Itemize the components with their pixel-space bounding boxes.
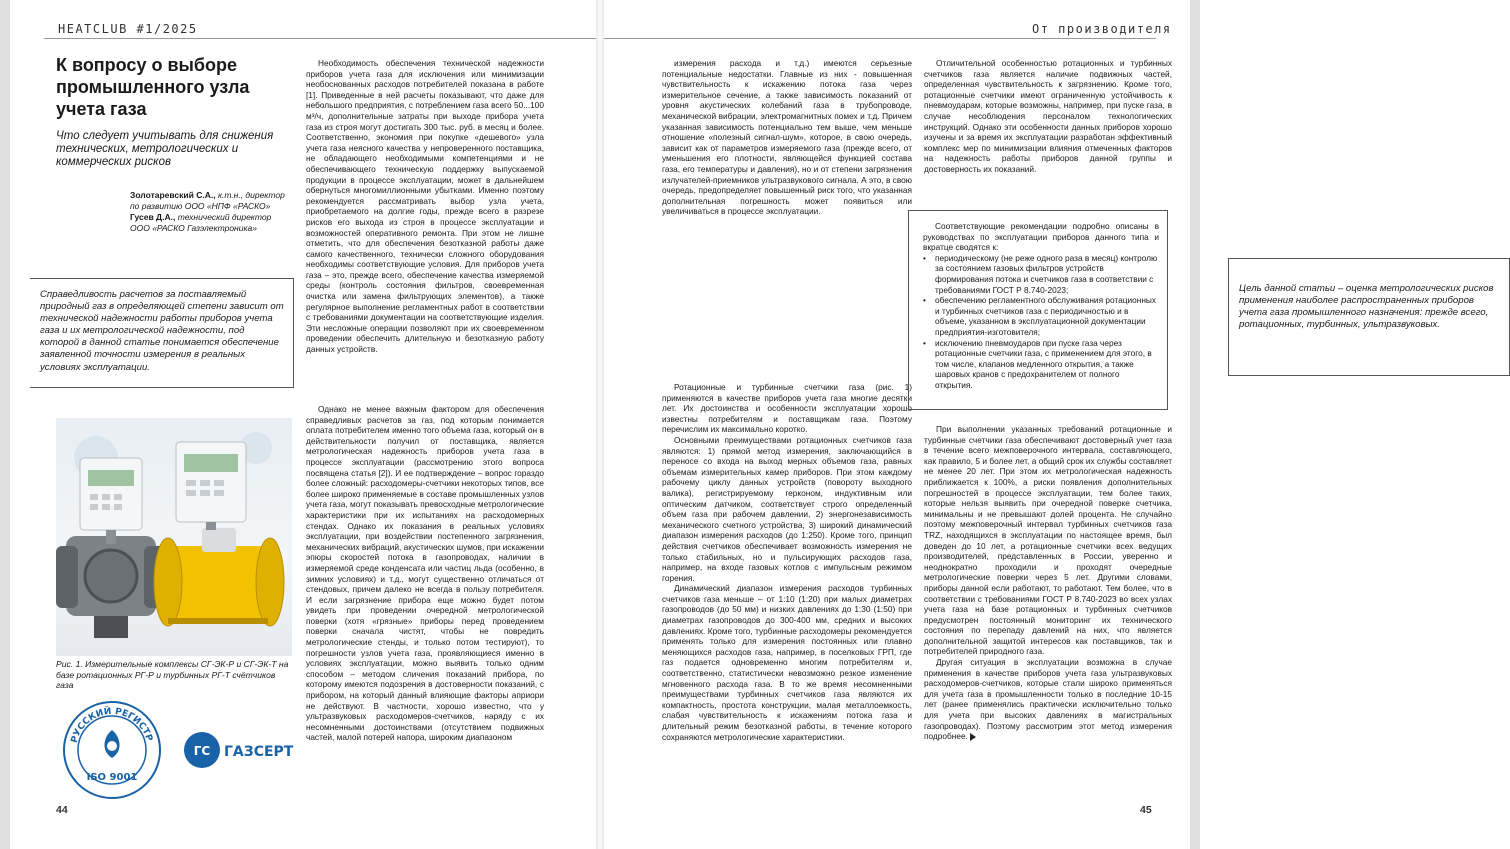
article-subtitle: Что следует учитывать для снижения технических, метрологических и коммерческих рисков [56,130,274,168]
gazsert-wordmark: ГАЗСЕРТ [224,744,294,760]
corrector-key [90,504,98,510]
gazsert-mark: ГС [193,744,211,758]
recommendations-list [923,253,1159,391]
corrector-key [214,480,224,486]
corrector-key [102,494,110,500]
pull-quote-right: Цель данной статьи – оценка метрологических рисков применения наиболее распространенных приборов учета газа промышленного назначения: прежде всего, ротационных, турбинных, ультразвуковых. [1228,258,1510,376]
left-column-2-part2 [306,404,544,786]
left-column-2-part1 [306,58,544,398]
corrector-box-left [80,458,142,530]
page-number: 44 [56,804,68,816]
corrector-key [102,504,110,510]
corrector-key [186,490,196,496]
turbine-meter-flange [256,538,284,626]
page-number: 45 [1140,804,1152,816]
corrector-mount [206,522,216,530]
author-2: Гусев Д.А., технический директор ООО «РАСКО Газэлектроника» [130,212,272,233]
author-1: Золотаревский С.А., к.т.н., директор по развитию ООО «НПФ «РАСКО» [130,190,285,211]
right-edge-bar [1190,0,1200,849]
turbine-counter [202,528,236,552]
paragraph: При выполнении указанных требований ротационные и турбинные счетчики газа обеспечивают достоверный учет газа в течение всего межповерочного интервала, составляющего, как правило, 5 и более лет, а общий срок их службы составляет не менее 20 лет. При этом их метрологическая надежность приближается к 100%, а риски появления дополнительных погрешностей в процессе эксплуатации, тем более таких, которые нельзя выявить при очередной поверке счетчика, минимальны и не превышают долей процента. Не случайно поэтому межповерочный интервал турбинных счетчиков газа TRZ, находящихся в эксплуатации по настоящее время, был доведен до 10 лет, а ротационные счетчики всех ведущих производителей, представленных в России, уверенно и неоднократно проходили и проходят очередные метрологические поверки через 5 лет. Другими словами, приборы данной если работают, то работают. Тем более, что в соответствии с требованиями ГОСТ Р 8.740-2023 во всех узлах учета газа на базе ротационных и турбинных счетчиков предусмотрен постоянный мониторинг их технического состояния по перепаду давлений на них, что является дополнительной защитой интересов как поставщиков, так и потребителей природного газа. [924,424,1172,657]
header-rule [44,38,600,39]
turbine-meter-flange [154,538,182,626]
corrector-key [90,494,98,500]
rotary-meter-cover [85,550,137,602]
russian-register-logo [62,700,162,800]
corrector-key [114,494,122,500]
svg-text:РУССКИЙ РЕГИСТР: РУССКИЙ РЕГИСТР [69,706,154,745]
recommendations-box [908,210,1168,410]
right-column-2-bottom [924,424,1172,788]
article-title: К вопросу о выборе промышленного узла учета газа [56,55,250,119]
section-header: От производителя [1032,22,1172,36]
paragraph: измерения расхода и т.д.) имеются серьезные потенциальные недостатки. Главные из них - повышенная чувствительность к искажению потока газа через измерительное сечение, а также зависимость показаний от уровня акустических колебаний газа в трубопроводе, механической вибрации, электромагнитных помех и т.д. Причем указанная зависимость потенциально тем выше, чем меньше отношение «полезный сигнал-шум», которое, в свою очередь, зависит как от параметров измеряемого газа (прежде всего, от уменьшения его плотности, являющейся функцией состава газа, его температуры и давления), но и от степени загрязнения излучателей-приемников ультразвукового сигнала. А это, в свою очередь, предопределяет повышенный риск того, что указанная дополнительная погрешность может появиться или увеличиваться в процессе эксплуатации. [662,58,912,217]
paragraph: Отличительной особенностью ротационных и турбинных счетчиков газа является наличие подвижных частей, определенная чувствительность к загрязнению. Кроме того, ротационные счетчики имеют ограниченную устойчивость к пневмоударам, которые возможны, например, при пуске газа, в случае несоблюдения персоналом технологических инструкций. Однако эти особенности данных приборов хорошо изучены и за время их эксплуатации разработан эффективный комплекс мер по минимизации влияния отмеченных факторов на надежность работы приборов данной группы и достоверность их показаний. [924,58,1172,174]
list-item: • исключению пневмоударов при пуске газа через ротационные счетчики газа, с применением для этого, в том числе, клапанов медленного открытия, а также шаровых кранов с предохранителем от полного открытия. [923,338,1159,391]
gazsert-logo [182,730,292,770]
figure-caption: Рис. 1. Измерительные комплексы СГ-ЭК-Р и СГ-ЭК-Т на базе ротационных РГ-Р и турбинных РГ-Т счётчиков газа [56,659,289,691]
paragraph: Ротационные и турбинные счетчики газа (рис. 1) применяются в качестве приборов учета газа многие десятки лет. Их достоинства и особенности эксплуатации хорошо известны потребителям и поставщикам газа. Поэтому перечислим их максимально коротко. [662,382,912,435]
corrector-key [200,480,210,486]
left-edge-bar [0,0,10,849]
right-column-1-top [662,58,912,248]
pull-quote-left: Справедливость расчетов за поставляемый природный газ в определяющей степени зависит от технической надежности работы приборов учета газа и их метрологической надежности, под которой в данной статье понимается обеспечение заявленной точности измерения в реальных условиях эксплуатации. [30,278,294,388]
journal-header: HEATCLUB #1/2025 [58,22,198,36]
page-44 [0,0,600,849]
rotary-meter-base [94,616,128,638]
paragraph: Однако не менее важным фактором для обеспечения справедливых расчетов за газ, под которым понимается оплата потребителем именно того объема газа, который он в действительности получил от поставщика, является метрологическая надежность приборов учета газа в процессе эксплуатации (рассмотрению этого вопроса посвящена статья [2]). И ее подтверждение – вопрос гораздо более сложный: расходомеры-счетчики некоторых типов, все более широко применяемые в составе промышленных узлов учета газа, могут показывать превосходные метрологические характеристики при их испытаниях на расходомерных стендах. Однако их показания в реальных условиях эксплуатации, при воздействии постепенного загрязнения, механических вибраций, акустических шумов, при искажении эпюры скоростей потока в газопроводах, наличии в измеряемой среде конденсата или частиц льда (особенно, в зимних условиях) и т.д., могут существенно отличаться от стендовых, причем далеко не всегда в пользу потребителя. И если загрязнение прибора еще можно будет потом увидеть при проведении очередной метрологической поверки (хотя «грязные» приборы перед проведением поверки сначала чистят, чтобы не повредить метрологические стенды, и только потом тестируют), то погрешности узлов учета газа, проявляющиеся именно в условиях эксплуатации, можно выявить только одним способом – методом сличения показаний прибора, по которому имеются подозрения в достоверности показаний, с прибором, на который данный влияющие факторы априори не действуют. В частности, хорошо известно, что у ультразвуковых расходомеров-счетчиков, наряду с их несомненными достоинствами (отсутствием подвижных частей, малой потерей напора, широким диапазоном [306,404,544,743]
corrector-mount [106,530,116,544]
continue-arrow-icon [970,733,976,741]
paragraph: Другая ситуация в эксплуатации возможна в случае применения в качестве приборов учета газа ультразвуковых расходомеров-счетчиков, которые стали широко применяться для учета газа в промышленности только в последние 10-15 лет (ранее применялись практически исключительно только для учета при высоких давлениях в магистральных газопроводах). Поэтому рассмотрим этот метод измерения подробнее. [924,657,1172,742]
corrector-key [200,490,210,496]
corrector-display-left [88,470,134,486]
corrector-key [214,490,224,496]
gas-meters-illustration [56,418,292,656]
corrector-display-right [184,454,238,472]
corrector-key [186,480,196,486]
list-item: • периодическому (не реже одного раза в месяц) контролю за состоянием газовых фильтров устройств формирования потока и счетчиков газа в соответствии с требованиями ГОСТ Р 8.740-2023; [923,253,1159,295]
right-column-2-top [924,58,1172,206]
figure-gas-meters [56,418,292,656]
authors-block [130,190,290,234]
page-45 [600,0,1494,849]
paragraph: Основными преимуществами ротационных счетчиков газа являются: 1) прямой метод измерения, заключающийся в переносе со входа на выход мерных объемов газа, равных объемам измерительных камер приборов. При этом каждому рабочему циклу данных устройств (повороту выходного валика), регистрируемому герконом, индуктивным или оптическим датчиком, соответствует строго определенный объем газа при рабочем давлении, 2) энергонезависимость механического счетного устройства, 3) широкий динамический диапазон измерения расходов (до 1:250). Кроме того, принцип действия счетчиков обеспечивает возможность измерения не только стабильных, но и пульсирующих расходов газа, например, на входе газовых котлов с импульсным режимом горения. [662,434,912,583]
rotary-meter-flange [56,546,78,608]
right-column-1-bottom [662,382,912,788]
svg-text:ISO 9001: ISO 9001 [86,772,138,783]
paragraph: Необходимость обеспечения технической надежности приборов учета газа для исключения или минимизации необоснованных расходов потребителей показана в работе [1]. Приведенные в ней расчеты показывают, что даже для небольшого предприятия, с потреблением газа всего 50...100 м³/ч, дополнительные затраты при выходе прибора учета газа из строя могут достигать 300 тыс. руб. в месяц и более. Соответственно, экономия при покупке «дешевого» узла учета газа неясного качества у непроверенного поставщика, не обладающего необходимыми компетенциями и не обеспечивающего техническую поддержку выпускаемой продукции в процессе эксплуатации, может в дальнейшем обернуться многомиллионными убытками. Именно поэтому рекомендуется рассматривать выбор узла учета, приобретаемого на долгие годы, прежде всего в разрезе рисков его выхода из строя в процессе эксплуатации и возможностей оперативного ремонта. При этом не лишне отметить, что для обеспечения безотказной работы даже самого качественного, технически сложного оборудования необходимы соответствующие условия. Для приборов учета газа – это, прежде всего, обеспечение качества измеряемой среды (контроль состояния фильтров, своевременная очистка или замена фильтрующих элементов), а также регулярное выполнение регламентных работ в соответствии с требованиями документации на соответствующие изделия. Эти несложные операции позволяют при их своевременном проведении обеспечить длительную и безотказную работу данных устройств. [306,58,544,355]
header-rule [600,38,1156,39]
turbine-meter-body [168,546,268,618]
list-item: • обеспечению регламентного обслуживания ротационных и турбинных счетчиков газа с периодичностью и в объеме, указанном в эксплуатационной документации предприятия-изготовителя; [923,295,1159,337]
paragraph: Динамический диапазон измерения расходов турбинных счетчиков газа меньше – от 1:10 (1:20) при малых диаметрах газопроводов (до 50 мм) и низких давлениях до 1:30 (1:50) при диаметрах газопроводов до 300-400 мм, средних и высоких давлениях. Кроме того, турбинные расходомеры рекомендуется применять только для измерения постоянных или плавно меняющихся расходов газа, например, в поселковых ГРП, где газ подается одновременно многим потребителям и, соответственно, статистически невозможно резкое изменение мгновенного расхода газа. В то же время несомненными преимуществами турбинных счетчиков газа являются их компактность, простота конструкции, малая металлоемкость, слабая чувствительность к искажениям потока газа и длительный режим безотказной работы, в течение которого сохраняются метрологические характеристики. [662,583,912,742]
recommendations-intro: Соответствующие рекомендации подробно описаны в руководствах по эксплуатации приборов данного типа и вкратце сводятся к: [923,221,1159,253]
spine-gutter [596,0,604,849]
corrector-key [114,504,122,510]
turbine-meter-base [168,618,268,624]
